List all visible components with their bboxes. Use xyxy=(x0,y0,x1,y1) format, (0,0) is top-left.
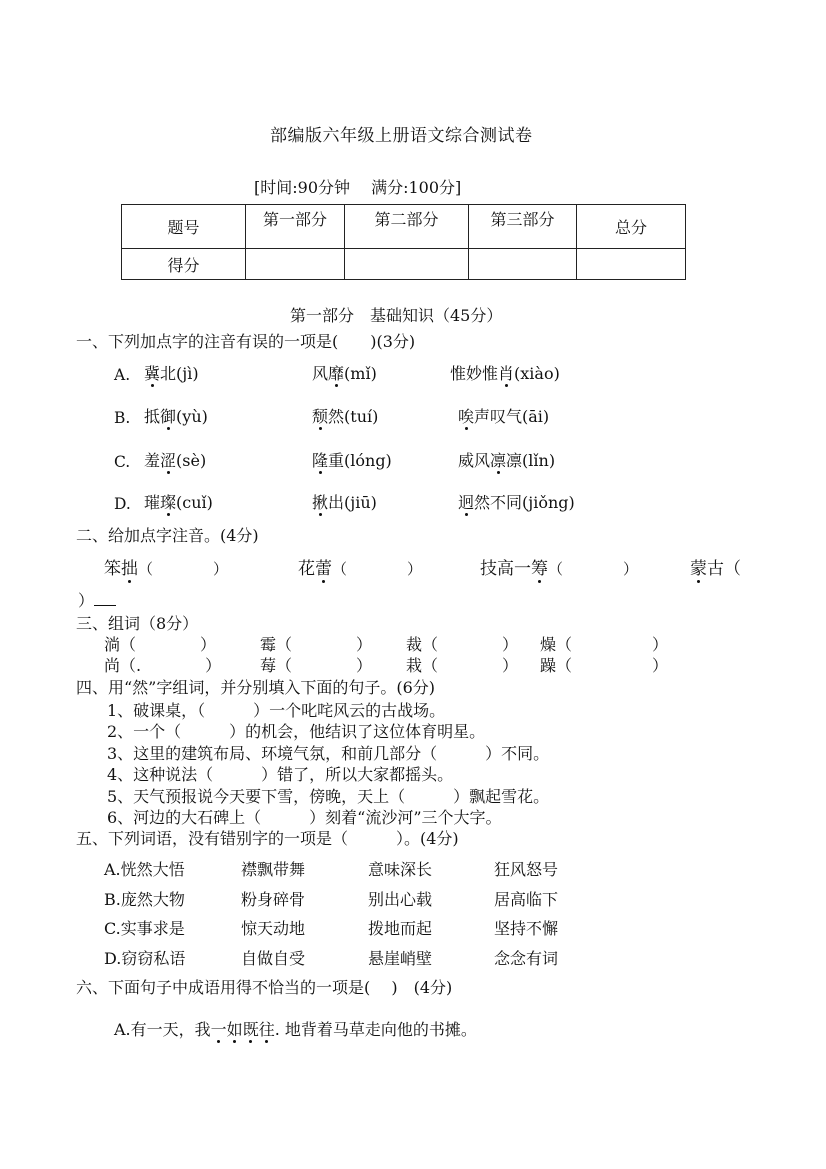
q2-wrap: ） xyxy=(78,593,116,609)
score-table-header-part3: 第三部分 xyxy=(469,205,577,249)
score-table xyxy=(121,204,686,280)
q5-a-3: 意味深长 xyxy=(368,860,433,879)
q5-c-4: 坚持不懈 xyxy=(494,919,559,938)
score-cell xyxy=(469,249,577,280)
q5-stem: 五、下列词语，没有错别字的一项是（ ）。(4分) xyxy=(76,829,459,848)
q1-option-c-item1: 羞涩(sè) xyxy=(144,451,207,470)
q1-option-a-item2: 风靡(mǐ) xyxy=(312,364,377,383)
q5-d-4: 念念有词 xyxy=(494,949,559,968)
q4-line1: 1、破课桌，（ ）一个叱咤风云的古战场。 xyxy=(107,701,446,720)
q1-option-b-item3: 唉声叹气(āi) xyxy=(458,407,550,426)
q3-r2-c2: 莓（ ） xyxy=(260,656,373,675)
exam-meta: [时间:90分钟 满分:100分] xyxy=(254,178,462,197)
q1-option-a-item1: 冀北(jì) xyxy=(144,364,199,383)
q4-line3: 3、这里的建筑布局、环境气氛，和前几部分（ ）不同。 xyxy=(107,744,550,763)
q3-r1-c1: 淌（ ） xyxy=(104,635,217,654)
score-table-header-part2: 第二部分 xyxy=(345,205,469,249)
q4-line2: 2、一个（ ）的机会，他结识了这位体育明星。 xyxy=(107,722,486,741)
q4-line6: 6、河边的大石碑上（ ）刻着“流沙河”三个大字。 xyxy=(107,808,502,827)
q4-line4: 4、这种说法（ ）错了，所以大家都摇头。 xyxy=(107,765,454,784)
q1-option-d-item3: 迥然不同(jiǒng) xyxy=(458,493,575,512)
q3-r1-c3: 裁（ ） xyxy=(406,635,519,654)
part1-heading: 第一部分 基础知识（45分） xyxy=(290,306,503,325)
q2-item1: 笨拙（ ） xyxy=(104,559,229,579)
q5-d-1: D.窃窃私语 xyxy=(104,949,186,968)
q3-r2-c4: 躁（ ） xyxy=(540,656,669,675)
q5-b-3: 别出心载 xyxy=(368,890,433,909)
q1-option-d-letter: D. xyxy=(114,495,131,513)
q3-r1-c2: 霉（ ） xyxy=(260,635,373,654)
q5-c-1: C.实事求是 xyxy=(104,919,185,938)
q5-c-3: 拨地而起 xyxy=(368,919,433,938)
q5-a-1: A.恍然大悟 xyxy=(104,860,185,879)
score-cell xyxy=(577,249,686,280)
q2-item4: 蒙古（ xyxy=(690,559,741,579)
score-table-header-part1: 第一部分 xyxy=(246,205,345,249)
q6-stem: 六、下面句子中成语用得不恰当的一项是( ) (4分) xyxy=(76,978,453,997)
score-cell xyxy=(246,249,345,280)
q5-a-4: 狂风怒号 xyxy=(494,860,559,879)
q5-d-2: 自做自受 xyxy=(241,949,306,968)
q4-line5: 5、天气预报说今天要下雪，傍晚，天上（ ）飘起雪花。 xyxy=(107,787,550,806)
q3-r2-c3: 栽（ ） xyxy=(406,656,519,675)
q5-b-2: 粉身碎骨 xyxy=(241,890,306,909)
q2-item2: 花蕾（ ） xyxy=(298,559,423,579)
q3-r1-c4: 燥（ ） xyxy=(540,635,669,654)
q1-option-b-letter: B. xyxy=(114,409,131,427)
q5-d-3: 悬崖峭壁 xyxy=(368,949,433,968)
q5-a-2: 襟飘带舞 xyxy=(241,860,306,879)
q6-dotted-idiom: 一如既往 xyxy=(210,1020,275,1039)
q3-stem: 三、组词（8分） xyxy=(76,614,199,633)
q2-stem: 二、给加点字注音。(4分) xyxy=(76,526,259,545)
q1-option-c-letter: C. xyxy=(114,453,131,471)
q3-r2-c1: 尚（. ） xyxy=(104,656,222,675)
score-table-header-label: 题号 xyxy=(122,205,246,249)
score-table-header-total: 总分 xyxy=(577,205,686,249)
q4-stem: 四、用“然”字组词，并分别填入下面的句子。(6分) xyxy=(76,678,436,697)
q1-option-d-item1: 璀璨(cuǐ) xyxy=(144,493,213,512)
q1-option-b-item1: 抵御(yù) xyxy=(144,407,208,426)
score-table-row-label: 得分 xyxy=(122,249,246,280)
page-title: 部编版六年级上册语文综合测试卷 xyxy=(270,126,533,146)
q5-b-4: 居高临下 xyxy=(494,890,559,909)
q1-option-c-item2: 隆重(lóng) xyxy=(312,451,392,470)
q1-option-c-item3: 威风凛凛(lǐn) xyxy=(458,451,556,470)
q5-b-1: B.庞然大物 xyxy=(104,890,185,909)
q2-item3: 技高一筹（ ） xyxy=(480,559,639,579)
q1-option-d-item2: 揪出(jiū) xyxy=(312,493,377,512)
q5-c-2: 惊天动地 xyxy=(241,919,306,938)
score-cell xyxy=(345,249,469,280)
q1-option-a-letter: A. xyxy=(114,366,131,384)
q1-option-a-item3: 惟妙惟肖(xiào) xyxy=(450,364,560,383)
q1-option-b-item2: 颓然(tuí) xyxy=(312,407,379,426)
q6-option-a: A.有一天，我一如既往. 地背着马草走向他的书摊。 xyxy=(114,1020,477,1039)
q1-stem: 一、下列加点字的注音有误的一项是( )(3分) xyxy=(76,332,416,351)
